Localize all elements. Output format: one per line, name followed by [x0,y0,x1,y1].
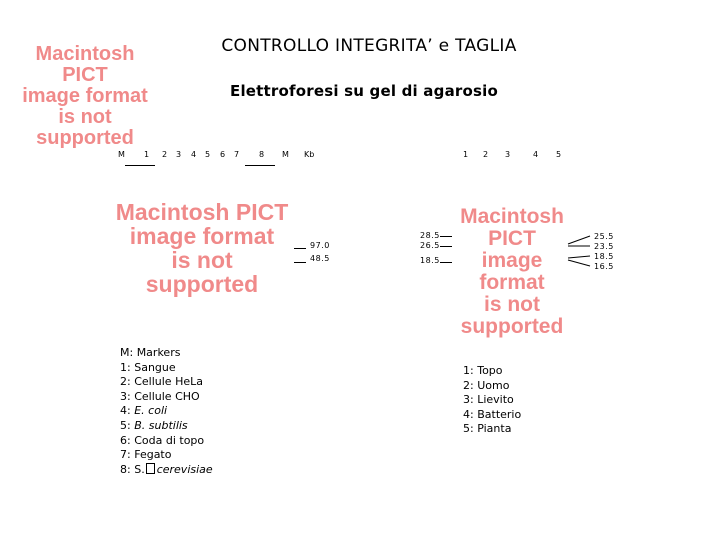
legend-item: 8: S. cerevisiae [120,462,213,476]
lane-label: 1 [144,150,150,159]
legend-item: 7: Fegato [120,448,172,462]
lane-label: 3 [176,150,182,159]
lane-label: 4 [191,150,197,159]
legend-item: 4: E. coli [120,404,168,418]
lane-label: Kb [304,150,315,159]
legend-item: 5: B. subtilis [120,418,188,432]
gel-image-placeholder: Macintosh PICT image format is not supported [115,199,289,298]
unsupported-image-placeholder: Macintosh PICT image format is not supported [22,43,148,149]
lane-label: M [282,150,289,159]
lane-label: 2 [483,150,489,159]
slide-subtitle: Elettroforesi su gel di agarosio [230,82,498,100]
size-marker: 25.5 [594,232,614,241]
legend-item: 1: Sangue [120,360,176,374]
legend-item: 3: Lievito [463,393,514,407]
size-marker: 18.5 [420,256,440,265]
legend-item: 4: Batterio [463,407,522,421]
organism-legend [463,364,521,437]
size-marker: 28.5 [420,231,440,240]
lane-label: 4 [533,150,539,159]
size-marker: 23.5 [594,242,614,251]
lane-label: 2 [162,150,168,159]
legend-item: 6: Coda di topo [120,433,205,447]
legend-item: 1: Topo [463,364,503,377]
lane-label: 3 [505,150,511,159]
marker-ticks-right [566,232,594,272]
marker-tick [440,262,452,263]
lane-label: 7 [234,150,240,159]
legend-item: 3: Cellule CHO [120,389,200,403]
legend-item: 2: Uomo [463,378,510,392]
lane-label: 8 [259,150,265,159]
lane-label: 5 [205,150,211,159]
lane-label: 6 [220,150,226,159]
legend-item: 5: Pianta [463,422,512,436]
gel-image-placeholder: Macintosh PICT image format is not supported [460,205,564,339]
size-marker: 16.5 [594,262,614,271]
lane-group-line [245,165,275,166]
lane-label: 5 [556,150,562,159]
marker-tick [294,262,306,263]
legend-markers: M: Markers [120,346,181,359]
sample-legend [120,346,213,477]
lane-group-line [125,165,155,166]
lane-label: M [118,150,125,159]
size-marker: 18.5 [594,252,614,261]
legend-item: 2: Cellule HeLa [120,375,203,389]
slide-title: CONTROLLO INTEGRITA’ e TAGLIA [221,36,517,56]
size-marker: 26.5 [420,241,440,250]
marker-tick [440,236,452,237]
size-marker: 48.5 [310,254,330,263]
missing-glyph-box [146,463,155,474]
marker-tick [294,248,306,249]
lane-label: 1 [463,150,469,159]
marker-tick [440,246,452,247]
size-marker: 97.0 [310,241,330,250]
